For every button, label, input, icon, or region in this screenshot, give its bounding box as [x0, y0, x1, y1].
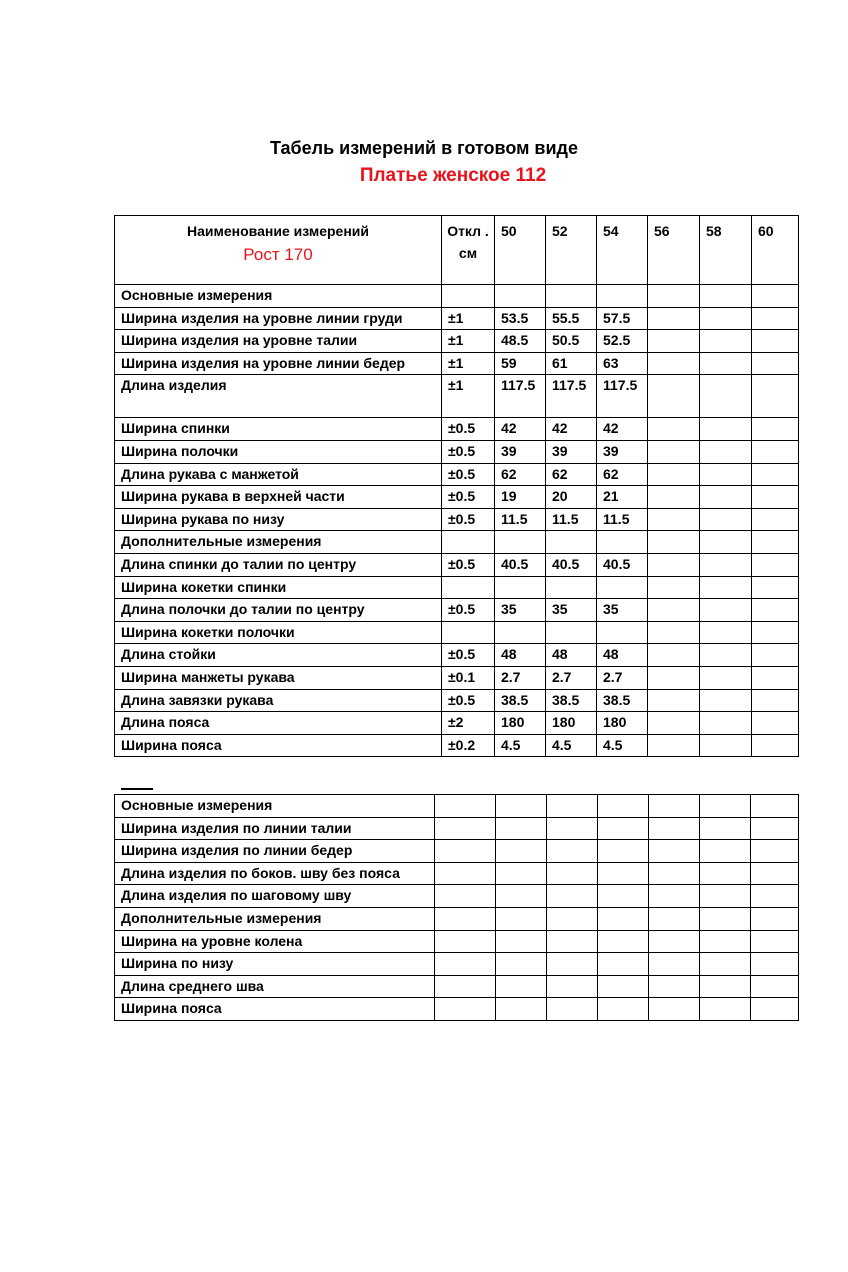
size-58-value — [700, 307, 752, 330]
empty-value-cell — [649, 953, 700, 976]
size-50-value: 39 — [495, 440, 546, 463]
empty-value-cell — [598, 795, 649, 818]
empty-value-cell — [700, 885, 751, 908]
size-56-value — [648, 486, 700, 509]
size-52-value: 4.5 — [546, 734, 597, 757]
size-60-value — [752, 508, 799, 531]
size-50-value: 62 — [495, 463, 546, 486]
deviation-value: ±0.2 — [442, 734, 495, 757]
empty-value-cell — [598, 817, 649, 840]
size-58-value — [700, 486, 752, 509]
size-50-value: 53.5 — [495, 307, 546, 330]
size-54-value: 180 — [597, 712, 648, 735]
size-54-value: 2.7 — [597, 666, 648, 689]
measurement-name: Длина изделия — [115, 375, 442, 418]
size-58-value — [700, 689, 752, 712]
size-56-value — [648, 330, 700, 353]
size-60-value — [752, 666, 799, 689]
deviation-value: ±0.5 — [442, 553, 495, 576]
empty-value-cell — [435, 907, 496, 930]
table-row — [115, 440, 799, 463]
table-row — [115, 576, 799, 599]
empty-value-cell — [598, 907, 649, 930]
table-row — [115, 840, 799, 863]
size-52-value: 11.5 — [546, 508, 597, 531]
deviation-value: ±1 — [442, 330, 495, 353]
empty-value-cell — [598, 862, 649, 885]
table-row — [115, 599, 799, 622]
table-row — [115, 689, 799, 712]
empty-value-cell — [547, 862, 598, 885]
size-58-value — [700, 418, 752, 441]
size-56-value — [648, 621, 700, 644]
table-row — [115, 795, 799, 818]
size-56-value — [648, 644, 700, 667]
size-50-value: 2.7 — [495, 666, 546, 689]
name-header: Наименование измерений — [187, 223, 369, 239]
empty-value-cell — [649, 817, 700, 840]
measurement-name: Длина спинки до талии по центру — [115, 553, 442, 576]
size-50-value: 117.5 — [495, 375, 546, 418]
separator-dash — [121, 788, 153, 790]
table-row — [115, 885, 799, 908]
size-60-value — [752, 307, 799, 330]
size-60-value — [752, 576, 799, 599]
deviation-value — [442, 621, 495, 644]
size-58-value — [700, 440, 752, 463]
measurement-name: Длина полочки до талии по центру — [115, 599, 442, 622]
empty-value-cell — [598, 953, 649, 976]
size-52-value — [546, 576, 597, 599]
size-50-value: 11.5 — [495, 508, 546, 531]
table-row — [115, 352, 799, 375]
size-52-value: 40.5 — [546, 553, 597, 576]
size-56-value — [648, 307, 700, 330]
size-56-value — [648, 285, 700, 308]
measurement-name: Длина завязки рукава — [115, 689, 442, 712]
size-56-value — [648, 352, 700, 375]
deviation-value: ±2 — [442, 712, 495, 735]
size-54-value: 57.5 — [597, 307, 648, 330]
empty-value-cell — [547, 930, 598, 953]
size-54-value: 21 — [597, 486, 648, 509]
empty-value-cell — [598, 840, 649, 863]
size-56-value — [648, 689, 700, 712]
table-row — [115, 553, 799, 576]
size-header: 60 — [752, 216, 799, 285]
measurement-name: Основные измерения — [115, 285, 442, 308]
table-row — [115, 463, 799, 486]
measurement-name: Ширина рукава в верхней части — [115, 486, 442, 509]
size-60-value — [752, 689, 799, 712]
deviation-value — [442, 531, 495, 554]
size-58-value — [700, 712, 752, 735]
size-50-value: 48.5 — [495, 330, 546, 353]
size-52-value: 48 — [546, 644, 597, 667]
empty-value-cell — [547, 975, 598, 998]
empty-value-cell — [598, 930, 649, 953]
table-row — [115, 508, 799, 531]
measurement-name: Ширина на уровне колена — [115, 930, 435, 953]
size-50-value: 4.5 — [495, 734, 546, 757]
table-row — [115, 285, 799, 308]
deviation-value: ±1 — [442, 375, 495, 418]
size-50-value: 48 — [495, 644, 546, 667]
measurement-name: Ширина манжеты рукава — [115, 666, 442, 689]
deviation-value: ±0.5 — [442, 418, 495, 441]
empty-value-cell — [547, 817, 598, 840]
measurement-name: Дополнительные измерения — [115, 907, 435, 930]
size-header: 54 — [597, 216, 648, 285]
size-56-value — [648, 599, 700, 622]
size-54-value: 4.5 — [597, 734, 648, 757]
deviation-value: ±0.5 — [442, 689, 495, 712]
size-60-value — [752, 621, 799, 644]
table-row — [115, 712, 799, 735]
size-52-value — [546, 531, 597, 554]
size-60-value — [752, 375, 799, 418]
size-52-value: 35 — [546, 599, 597, 622]
size-header: 50 — [495, 216, 546, 285]
size-60-value — [752, 418, 799, 441]
size-56-value — [648, 418, 700, 441]
size-52-value: 38.5 — [546, 689, 597, 712]
size-54-value: 40.5 — [597, 553, 648, 576]
size-60-value — [752, 285, 799, 308]
size-60-value — [752, 734, 799, 757]
size-58-value — [700, 375, 752, 418]
size-50-value: 35 — [495, 599, 546, 622]
table-row — [115, 621, 799, 644]
size-52-value: 55.5 — [546, 307, 597, 330]
size-54-value: 38.5 — [597, 689, 648, 712]
deviation-value — [442, 285, 495, 308]
size-58-value — [700, 644, 752, 667]
table-row — [115, 998, 799, 1021]
empty-value-cell — [598, 975, 649, 998]
size-56-value — [648, 666, 700, 689]
measurements-table — [114, 215, 799, 757]
size-50-value: 42 — [495, 418, 546, 441]
empty-value-cell — [496, 817, 547, 840]
empty-value-cell — [649, 795, 700, 818]
empty-value-cell — [700, 795, 751, 818]
measurement-name: Ширина рукава по низу — [115, 508, 442, 531]
measurement-name: Ширина кокетки полочки — [115, 621, 442, 644]
size-58-value — [700, 463, 752, 486]
measurement-name: Ширина кокетки спинки — [115, 576, 442, 599]
measurement-name: Основные измерения — [115, 795, 435, 818]
size-60-value — [752, 599, 799, 622]
size-60-value — [752, 463, 799, 486]
measurement-name: Длина изделия по боков. шву без пояса — [115, 862, 435, 885]
table-row — [115, 418, 799, 441]
deviation-value: ±0.5 — [442, 508, 495, 531]
empty-value-cell — [496, 795, 547, 818]
size-56-value — [648, 553, 700, 576]
name-header-cell — [115, 216, 442, 285]
deviation-value: ±1 — [442, 307, 495, 330]
size-50-value: 38.5 — [495, 689, 546, 712]
table-row — [115, 486, 799, 509]
empty-value-cell — [751, 795, 799, 818]
size-52-value: 50.5 — [546, 330, 597, 353]
size-54-value — [597, 576, 648, 599]
empty-value-cell — [649, 930, 700, 953]
size-60-value — [752, 531, 799, 554]
empty-value-cell — [496, 862, 547, 885]
size-50-value: 180 — [495, 712, 546, 735]
size-52-value: 62 — [546, 463, 597, 486]
empty-value-cell — [751, 907, 799, 930]
empty-value-cell — [435, 953, 496, 976]
size-54-value: 62 — [597, 463, 648, 486]
size-60-value — [752, 486, 799, 509]
deviation-value: ±0.5 — [442, 463, 495, 486]
size-56-value — [648, 440, 700, 463]
size-54-value: 52.5 — [597, 330, 648, 353]
measurement-name: Ширина пояса — [115, 734, 442, 757]
measurement-name: Длина стойки — [115, 644, 442, 667]
empty-value-cell — [496, 907, 547, 930]
size-60-value — [752, 440, 799, 463]
table-row — [115, 734, 799, 757]
size-52-value: 180 — [546, 712, 597, 735]
empty-value-cell — [598, 998, 649, 1021]
empty-value-cell — [598, 885, 649, 908]
size-50-value — [495, 576, 546, 599]
table-row — [115, 531, 799, 554]
measurement-name: Ширина по низу — [115, 953, 435, 976]
empty-value-cell — [496, 975, 547, 998]
size-58-value — [700, 352, 752, 375]
size-50-value: 19 — [495, 486, 546, 509]
empty-value-cell — [751, 930, 799, 953]
size-58-value — [700, 531, 752, 554]
empty-value-cell — [435, 862, 496, 885]
empty-value-cell — [547, 885, 598, 908]
size-58-value — [700, 330, 752, 353]
size-54-value — [597, 621, 648, 644]
empty-value-cell — [547, 998, 598, 1021]
deviation-value: ±0.1 — [442, 666, 495, 689]
table-row — [115, 666, 799, 689]
size-52-value: 2.7 — [546, 666, 597, 689]
size-56-value — [648, 463, 700, 486]
measurement-name: Ширина изделия по линии талии — [115, 817, 435, 840]
size-60-value — [752, 644, 799, 667]
empty-value-cell — [649, 998, 700, 1021]
empty-value-cell — [700, 930, 751, 953]
deviation-value: ±0.5 — [442, 440, 495, 463]
deviation-value: ±0.5 — [442, 599, 495, 622]
size-52-value: 20 — [546, 486, 597, 509]
table-row — [115, 907, 799, 930]
table-row — [115, 330, 799, 353]
size-56-value — [648, 734, 700, 757]
empty-value-cell — [649, 907, 700, 930]
empty-value-cell — [700, 975, 751, 998]
document-title: Табель измерений в готовом виде — [269, 138, 578, 158]
size-50-value — [495, 621, 546, 644]
deviation-value: ±0.5 — [442, 486, 495, 509]
second-measurements-table — [114, 794, 799, 1021]
size-58-value — [700, 508, 752, 531]
size-54-value: 63 — [597, 352, 648, 375]
deviation-header: Откл . см — [442, 216, 495, 285]
table-row — [115, 817, 799, 840]
measurement-name: Ширина изделия по линии бедер — [115, 840, 435, 863]
empty-value-cell — [435, 930, 496, 953]
size-50-value: 40.5 — [495, 553, 546, 576]
empty-value-cell — [496, 930, 547, 953]
size-56-value — [648, 531, 700, 554]
size-50-value — [495, 285, 546, 308]
size-header: 52 — [546, 216, 597, 285]
size-50-value — [495, 531, 546, 554]
size-56-value — [648, 508, 700, 531]
empty-value-cell — [649, 862, 700, 885]
size-52-value — [546, 285, 597, 308]
empty-value-cell — [496, 885, 547, 908]
empty-value-cell — [700, 817, 751, 840]
table-row — [115, 375, 799, 418]
size-52-value — [546, 621, 597, 644]
size-60-value — [752, 330, 799, 353]
measurement-name: Длина изделия по шаговому шву — [115, 885, 435, 908]
size-58-value — [700, 599, 752, 622]
deviation-value: ±0.5 — [442, 644, 495, 667]
empty-value-cell — [649, 885, 700, 908]
empty-value-cell — [547, 795, 598, 818]
table-header-row — [115, 216, 799, 285]
table-row — [115, 930, 799, 953]
empty-value-cell — [700, 953, 751, 976]
size-50-value: 59 — [495, 352, 546, 375]
empty-value-cell — [496, 998, 547, 1021]
size-header: 58 — [700, 216, 752, 285]
size-56-value — [648, 712, 700, 735]
growth-label: Рост 170 — [243, 245, 313, 264]
size-58-value — [700, 621, 752, 644]
size-58-value — [700, 666, 752, 689]
size-52-value: 61 — [546, 352, 597, 375]
size-58-value — [700, 553, 752, 576]
empty-value-cell — [700, 907, 751, 930]
empty-value-cell — [649, 840, 700, 863]
empty-value-cell — [435, 975, 496, 998]
size-60-value — [752, 352, 799, 375]
empty-value-cell — [435, 998, 496, 1021]
size-52-value: 39 — [546, 440, 597, 463]
empty-value-cell — [751, 975, 799, 998]
size-56-value — [648, 375, 700, 418]
deviation-value: ±1 — [442, 352, 495, 375]
size-52-value: 42 — [546, 418, 597, 441]
size-54-value — [597, 531, 648, 554]
size-58-value — [700, 576, 752, 599]
measurement-name: Ширина пояса — [115, 998, 435, 1021]
empty-value-cell — [751, 998, 799, 1021]
empty-value-cell — [751, 885, 799, 908]
table-row — [115, 953, 799, 976]
empty-value-cell — [435, 840, 496, 863]
empty-value-cell — [496, 840, 547, 863]
size-54-value: 48 — [597, 644, 648, 667]
empty-value-cell — [700, 998, 751, 1021]
empty-value-cell — [751, 862, 799, 885]
size-52-value: 117.5 — [546, 375, 597, 418]
size-54-value — [597, 285, 648, 308]
product-title: Платье женское 112 — [359, 165, 547, 186]
size-60-value — [752, 553, 799, 576]
size-54-value: 39 — [597, 440, 648, 463]
table-row — [115, 862, 799, 885]
size-54-value: 35 — [597, 599, 648, 622]
measurement-name: Ширина спинки — [115, 418, 442, 441]
size-58-value — [700, 285, 752, 308]
size-60-value — [752, 712, 799, 735]
empty-value-cell — [435, 817, 496, 840]
empty-value-cell — [547, 840, 598, 863]
size-54-value: 117.5 — [597, 375, 648, 418]
empty-value-cell — [435, 795, 496, 818]
size-54-value: 11.5 — [597, 508, 648, 531]
empty-value-cell — [700, 840, 751, 863]
empty-value-cell — [751, 953, 799, 976]
empty-value-cell — [435, 885, 496, 908]
measurement-name: Дополнительные измерения — [115, 531, 442, 554]
measurement-name: Ширина изделия на уровне талии — [115, 330, 442, 353]
empty-value-cell — [751, 817, 799, 840]
table-row — [115, 644, 799, 667]
size-58-value — [700, 734, 752, 757]
empty-value-cell — [751, 840, 799, 863]
table-row — [115, 307, 799, 330]
empty-value-cell — [649, 975, 700, 998]
measurement-name: Длина рукава с манжетой — [115, 463, 442, 486]
empty-value-cell — [700, 862, 751, 885]
measurement-name: Длина пояса — [115, 712, 442, 735]
measurement-name: Ширина изделия на уровне линии бедер — [115, 352, 442, 375]
empty-value-cell — [547, 953, 598, 976]
empty-value-cell — [496, 953, 547, 976]
measurement-name: Длина среднего шва — [115, 975, 435, 998]
deviation-value — [442, 576, 495, 599]
size-54-value: 42 — [597, 418, 648, 441]
size-56-value — [648, 576, 700, 599]
measurement-name: Ширина полочки — [115, 440, 442, 463]
empty-value-cell — [547, 907, 598, 930]
table-row — [115, 975, 799, 998]
measurement-name: Ширина изделия на уровне линии груди — [115, 307, 442, 330]
size-header: 56 — [648, 216, 700, 285]
